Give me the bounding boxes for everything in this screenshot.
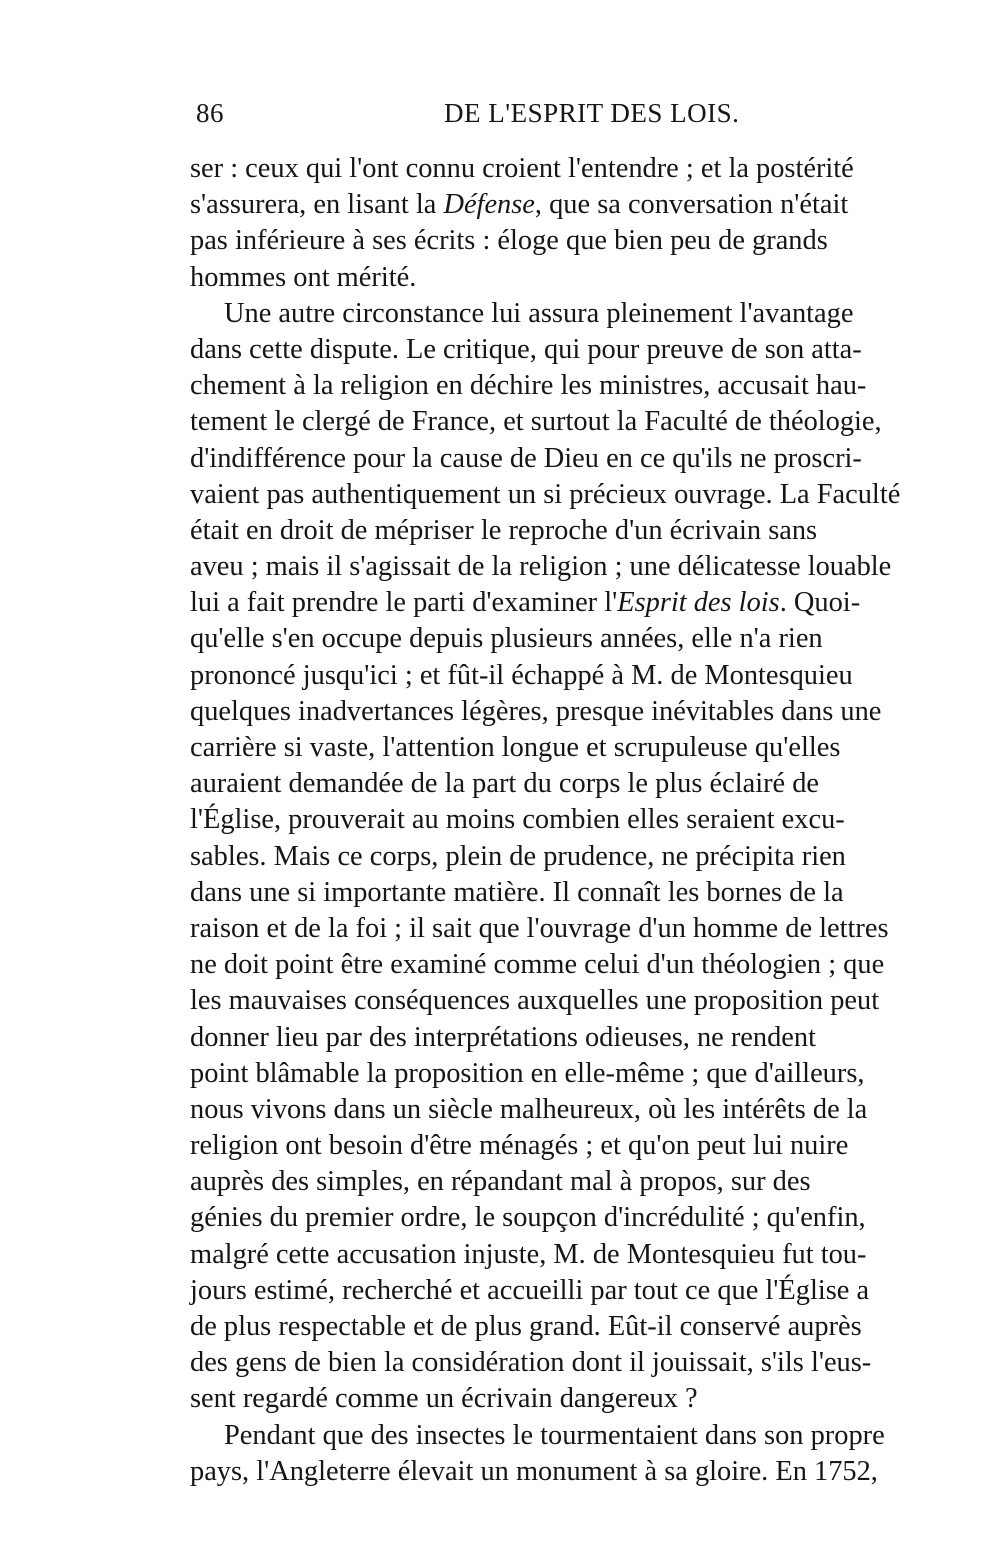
text-line: nous vivons dans un siècle malheureux, où les intérêts de la [190, 1093, 868, 1125]
text-line: vaient pas authentiquement un si précieux ouvrage. La Faculté [190, 478, 901, 510]
text-line: ser : ceux qui l'ont connu croient l'entendre ; et la postérité [190, 153, 854, 184]
text-line: de plus respectable et de plus grand. Eût-il conservé auprès [190, 1311, 862, 1342]
text-line: aveu ; mais il s'agissait de la religion ; une délicatesse louable [190, 551, 892, 583]
text-segment: , que sa conversation n'était [534, 189, 849, 221]
text-line: raison et de la foi ; il sait que l'ouvrage d'un homme de lettres [190, 912, 889, 944]
italic-title: Défense [443, 189, 535, 221]
text-line: auprès des simples, en répandant mal à propos, sur des [190, 1166, 811, 1198]
text-line: donner lieu par des interprétations odieuses, ne rendent [190, 1021, 816, 1053]
text-line: les mauvaises conséquences auxquelles une proposition peut [190, 985, 880, 1017]
text-line: quelques inadvertances légères, presque inévitables dans une [190, 695, 882, 727]
text-line: tement le clergé de France, et surtout la Faculté de théologie, [190, 406, 882, 438]
running-title: DE L'ESPRIT DES LOIS. [444, 98, 740, 128]
text-line: auraient demandée de la part du corps le plus éclairé de [190, 768, 820, 800]
text-line: génies du premier ordre, le soupçon d'incrédulité ; qu'enfin, [190, 1202, 866, 1234]
text-line: sables. Mais ce corps, plein de prudence, ne précipita rien [190, 840, 846, 872]
text-line: pas inférieure à ses écrits : éloge que bien peu de grands [190, 225, 828, 257]
text-line: chement à la religion en déchire les ministres, accusait hau- [190, 370, 867, 402]
text-line: prononcé jusqu'ici ; et fût-il échappé à M. de Montesquieu [190, 659, 853, 691]
text-line: qu'elle s'en occupe depuis plusieurs années, elle n'a rien [190, 623, 823, 655]
text-line: des gens de bien la considération dont il jouissait, s'ils l'eus- [190, 1347, 872, 1379]
text-line: d'indifférence pour la cause de Dieu en ce qu'ils ne proscri- [190, 442, 862, 474]
page-header [196, 98, 956, 138]
text-segment: s'assurera, en lisant la [190, 189, 444, 221]
text-line: pays, l'Angleterre élevait un monument à sa gloire. En 1752, [190, 1455, 878, 1487]
text-line: dans cette dispute. Le critique, qui pour preuve de son atta- [190, 333, 862, 365]
text-line: jours estimé, recherché et accueilli par tout ce que l'Église a [190, 1274, 870, 1306]
text-line: l'Église, prouverait au moins combien elles seraient excu- [190, 804, 845, 836]
text-line: carrière si vaste, l'attention longue et scrupuleuse qu'elles [190, 732, 841, 763]
text-line: dans une si importante matière. Il connaît les bornes de la [190, 876, 844, 908]
text-line: était en droit de mépriser le reproche d'un écrivain sans [190, 514, 818, 546]
text-line: ne doit point être examiné comme celui d'un théologien ; que [190, 949, 885, 981]
text-line: Pendant que des insectes le tourmentaient dans son propre [224, 1419, 885, 1451]
text-line: religion ont besoin d'être ménagés ; et qu'on peut lui nuire [190, 1130, 849, 1162]
italic-title: Esprit des lois [617, 587, 780, 619]
text-line: sent regardé comme un écrivain dangereux ? [190, 1383, 698, 1415]
text-segment: lui a fait prendre le parti d'examiner l' [190, 587, 618, 619]
page-number: 86 [196, 98, 224, 128]
text-line: Une autre circonstance lui assura pleinement l'avantage [224, 297, 854, 329]
text-line [190, 187, 1000, 223]
text-line [190, 585, 1000, 621]
text-line: malgré cette accusation injuste, M. de Montesquieu fut tou- [190, 1238, 867, 1270]
text-segment: . Quoi- [779, 587, 861, 619]
text-line: hommes ont mérité. [190, 261, 417, 293]
text-line: point blâmable la proposition en elle-même ; que d'ailleurs, [190, 1057, 865, 1089]
body-text [190, 151, 1000, 1490]
